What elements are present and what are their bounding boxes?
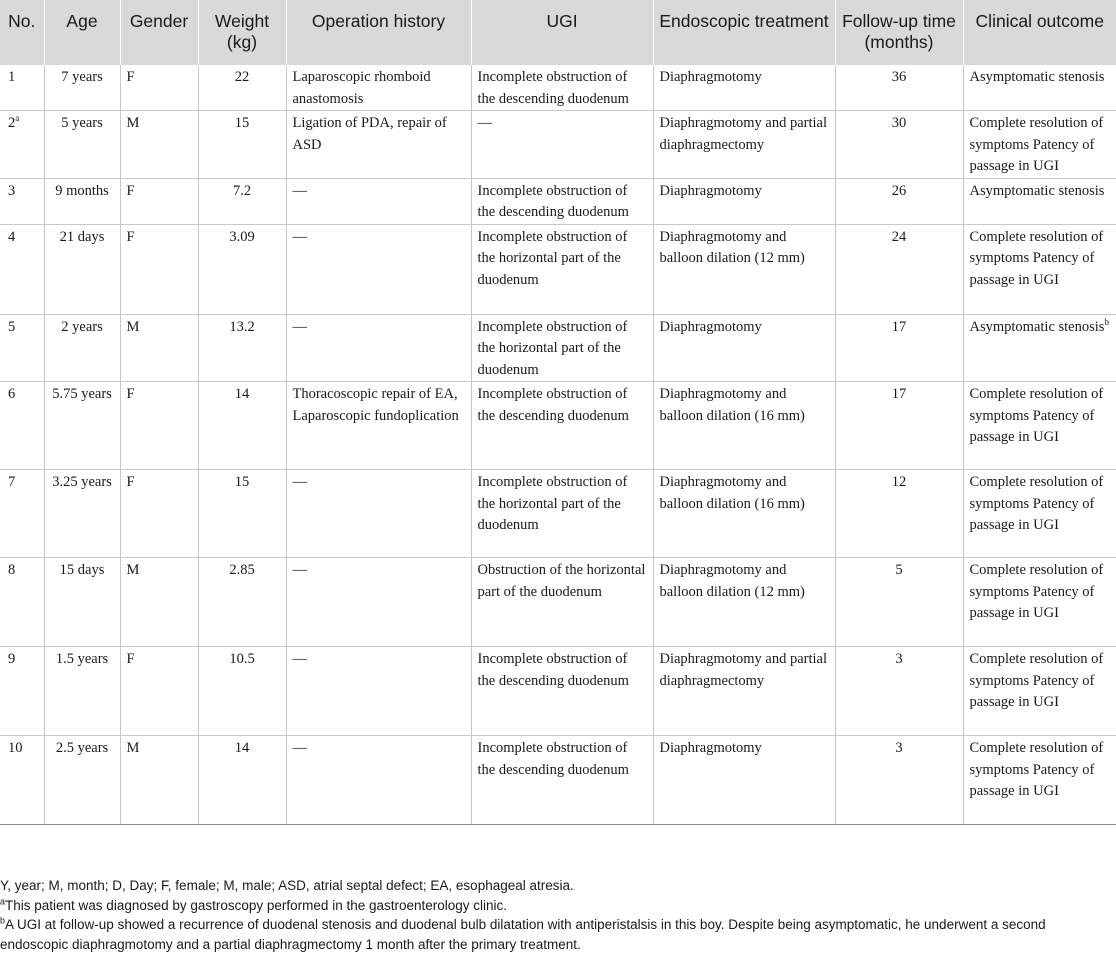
cell-weight-text: 14 xyxy=(234,740,250,756)
footnote-b-text: A UGI at follow-up showed a recurrence of duodenal stenosis and duodenal bulb dilatation with antiperistalsis in this boy. Despite being asymptomatic, he underwent a second endoscopic diaphragmotomy and a partial diaphragmectomy 1 month after the primary treatment. xyxy=(0,917,1046,952)
cell-endoscopic-treatment-text: Diaphragmotomy xyxy=(659,69,762,85)
cell-gender xyxy=(120,558,198,647)
cell-follow-up-time xyxy=(835,65,963,111)
cell-gender-text: M xyxy=(126,115,140,131)
cell-clinical-outcome xyxy=(963,314,1116,382)
cell-ugi xyxy=(471,314,653,382)
cell-operation-history-text: — xyxy=(292,740,307,756)
footnote-a-mark: a xyxy=(0,896,6,906)
cell-weight xyxy=(198,65,286,111)
cell-operation-history xyxy=(286,647,471,736)
cell-ugi xyxy=(471,178,653,224)
cell-operation-history-text: — xyxy=(292,562,307,578)
cell-ugi xyxy=(471,470,653,558)
cell-age xyxy=(44,470,120,558)
cell-clinical-outcome xyxy=(963,470,1116,558)
cell-endoscopic-treatment-text: Diaphragmotomy and partial diaphragmectomy xyxy=(659,651,828,689)
cell-endoscopic-treatment xyxy=(653,65,835,111)
cell-ugi-text: Incomplete obstruction of the horizontal part of the duodenum xyxy=(477,474,628,533)
cell-gender-text: F xyxy=(126,386,135,402)
cell-age xyxy=(44,647,120,736)
cell-endoscopic-treatment xyxy=(653,382,835,470)
cell-endoscopic-treatment xyxy=(653,224,835,314)
cell-follow-up-time xyxy=(835,736,963,825)
cell-operation-history xyxy=(286,470,471,558)
cell-weight xyxy=(198,178,286,224)
cell-endoscopic-treatment xyxy=(653,111,835,179)
header-no: No. xyxy=(0,0,44,65)
cell-no-text: 2 xyxy=(8,115,16,131)
cell-no xyxy=(0,65,44,111)
cell-clinical-outcome xyxy=(963,178,1116,224)
cell-ugi-text: Incomplete obstruction of the descending duodenum xyxy=(477,386,629,424)
cell-gender-text: F xyxy=(126,228,135,245)
cell-follow-up-time xyxy=(835,647,963,736)
cell-ugi-text: — xyxy=(477,115,492,131)
cell-follow-up-time-text: 36 xyxy=(891,69,907,85)
cell-operation-history xyxy=(286,382,471,470)
cell-follow-up-time-text: 26 xyxy=(891,182,907,199)
cell-clinical-outcome-text: Asymptomatic stenosis xyxy=(969,318,1105,335)
cell-follow-up-time xyxy=(835,382,963,470)
cell-no xyxy=(0,647,44,736)
cell-no xyxy=(0,382,44,470)
cell-age xyxy=(44,314,120,382)
cell-clinical-outcome xyxy=(963,558,1116,647)
table-row xyxy=(0,736,1116,825)
cell-ugi-text: Obstruction of the horizontal part of the duodenum xyxy=(477,562,646,600)
cell-gender xyxy=(120,382,198,470)
cell-weight-text: 15 xyxy=(234,474,250,490)
header-ugi: UGI xyxy=(471,0,653,65)
cell-gender-text: M xyxy=(126,318,140,335)
cell-gender xyxy=(120,178,198,224)
cell-weight xyxy=(198,111,286,179)
cell-operation-history xyxy=(286,65,471,111)
cell-gender xyxy=(120,470,198,558)
cell-ugi xyxy=(471,65,653,111)
cell-follow-up-time xyxy=(835,470,963,558)
cell-weight xyxy=(198,314,286,382)
cell-endoscopic-treatment-text: Diaphragmotomy and partial diaphragmectomy xyxy=(659,115,828,153)
table-row xyxy=(0,558,1116,647)
cell-weight-text: 10.5 xyxy=(229,651,255,667)
cell-ugi xyxy=(471,382,653,470)
cell-age-text: 2 years xyxy=(61,318,103,335)
cell-operation-history xyxy=(286,111,471,179)
cell-gender xyxy=(120,736,198,825)
cell-ugi-text: Incomplete obstruction of the horizontal part of the duodenum xyxy=(477,228,628,288)
cell-operation-history-text: — xyxy=(292,318,307,335)
cell-follow-up-time xyxy=(835,178,963,224)
cell-endoscopic-treatment-text: Diaphragmotomy and balloon dilation (16 mm) xyxy=(659,386,805,424)
cell-age xyxy=(44,558,120,647)
cell-age xyxy=(44,65,120,111)
cell-operation-history-text: — xyxy=(292,474,307,490)
cell-no-text: 8 xyxy=(8,562,16,578)
cell-clinical-outcome xyxy=(963,382,1116,470)
cell-operation-history-text: — xyxy=(292,182,307,199)
cell-gender xyxy=(120,647,198,736)
header-follow-up-time: Follow-up time (months) xyxy=(835,0,963,65)
cell-weight xyxy=(198,558,286,647)
cell-clinical-outcome-text: Complete resolution of symptoms Patency of passage in UGI xyxy=(969,386,1104,445)
cell-operation-history-text: — xyxy=(292,651,307,667)
cell-weight xyxy=(198,382,286,470)
cell-no-text: 4 xyxy=(8,228,16,245)
cell-endoscopic-treatment xyxy=(653,558,835,647)
cell-follow-up-time xyxy=(835,224,963,314)
cell-endoscopic-treatment xyxy=(653,178,835,224)
cell-gender xyxy=(120,224,198,314)
cell-endoscopic-treatment xyxy=(653,314,835,382)
header-age: Age xyxy=(44,0,120,65)
cell-operation-history xyxy=(286,736,471,825)
cell-ugi-text: Incomplete obstruction of the descending duodenum xyxy=(477,740,629,778)
cell-age-text: 9 months xyxy=(55,182,109,199)
cell-follow-up-time-text: 30 xyxy=(891,115,907,131)
cell-clinical-outcome-text: Complete resolution of symptoms Patency of passage in UGI xyxy=(969,740,1104,799)
cell-gender-text: F xyxy=(126,182,135,199)
cell-no-text: 7 xyxy=(8,474,16,490)
header-operation-history: Operation history xyxy=(286,0,471,65)
cell-no-text: 3 xyxy=(8,182,16,199)
cell-clinical-outcome xyxy=(963,65,1116,111)
cell-follow-up-time xyxy=(835,111,963,179)
cell-ugi-text: Incomplete obstruction of the descending duodenum xyxy=(477,182,629,220)
footnote-b-mark: b xyxy=(0,915,6,926)
cell-no-text: 5 xyxy=(8,318,16,335)
cell-gender xyxy=(120,65,198,111)
cell-age xyxy=(44,111,120,179)
cell-no xyxy=(0,736,44,825)
cell-age-text: 7 years xyxy=(61,69,103,85)
cell-ugi xyxy=(471,111,653,179)
cell-weight xyxy=(198,736,286,825)
footnote-b xyxy=(0,915,1116,954)
cell-clinical-outcome-text: Complete resolution of symptoms Patency of passage in UGI xyxy=(969,228,1104,288)
cell-follow-up-time-text: 3 xyxy=(895,740,903,756)
cell-weight-text: 7.2 xyxy=(232,182,252,199)
cell-age-text: 15 days xyxy=(59,562,105,578)
footnote-a xyxy=(0,896,1116,916)
cell-no-text: 10 xyxy=(8,740,23,756)
cell-no xyxy=(0,224,44,314)
footnote-a-text: This patient was diagnosed by gastroscopy performed in the gastroenterology clinic. xyxy=(5,897,508,913)
cell-follow-up-time-text: 3 xyxy=(895,651,903,667)
cell-no xyxy=(0,178,44,224)
cell-operation-history xyxy=(286,178,471,224)
cell-ugi xyxy=(471,558,653,647)
table-row xyxy=(0,647,1116,736)
cell-operation-history-text: Laparoscopic rhomboid anastomosis xyxy=(292,69,431,107)
cell-clinical-outcome xyxy=(963,224,1116,314)
cell-age xyxy=(44,178,120,224)
table-row xyxy=(0,224,1116,314)
cell-endoscopic-treatment-text: Diaphragmotomy and balloon dilation (16 mm) xyxy=(659,474,805,512)
table-body xyxy=(0,65,1116,825)
cell-gender-text: M xyxy=(126,740,140,756)
cell-endoscopic-treatment-text: Diaphragmotomy xyxy=(659,318,762,335)
cell-weight-text: 2.85 xyxy=(229,562,255,578)
cell-weight-text: 14 xyxy=(234,386,250,402)
cell-ugi xyxy=(471,224,653,314)
cell-age-text: 21 days xyxy=(59,228,105,245)
cell-no-footnote-mark: a xyxy=(15,113,20,124)
cell-clinical-outcome-text: Complete resolution of symptoms Patency of passage in UGI xyxy=(969,651,1104,710)
cell-operation-history xyxy=(286,558,471,647)
cell-clinical-outcome xyxy=(963,647,1116,736)
header-gender: Gender xyxy=(120,0,198,65)
cell-weight-text: 13.2 xyxy=(229,318,255,335)
cell-gender-text: F xyxy=(126,651,135,667)
cell-age-text: 3.25 years xyxy=(52,474,112,490)
footnote-abbreviations: Y, year; M, month; D, Day; F, female; M, male; ASD, atrial septal defect; EA, esophageal atresia. xyxy=(0,878,574,893)
cell-no-text: 6 xyxy=(8,386,16,402)
cell-no xyxy=(0,470,44,558)
header-row xyxy=(0,0,1116,65)
cell-weight xyxy=(198,647,286,736)
cell-endoscopic-treatment-text: Diaphragmotomy and balloon dilation (12 mm) xyxy=(659,562,805,600)
cell-ugi xyxy=(471,647,653,736)
cell-age xyxy=(44,736,120,825)
cell-ugi-text: Incomplete obstruction of the horizontal part of the duodenum xyxy=(477,318,628,378)
header-endoscopic-treatment: Endoscopic treatment xyxy=(653,0,835,65)
cell-no-text: 9 xyxy=(8,651,16,667)
table-row xyxy=(0,314,1116,382)
cell-endoscopic-treatment xyxy=(653,736,835,825)
cell-ugi xyxy=(471,736,653,825)
cell-follow-up-time xyxy=(835,314,963,382)
cell-no xyxy=(0,558,44,647)
cell-endoscopic-treatment-text: Diaphragmotomy xyxy=(659,740,762,756)
cell-age-text: 5 years xyxy=(61,115,103,131)
table-row xyxy=(0,470,1116,558)
cell-clinical-outcome-text: Complete resolution of symptoms Patency of passage in UGI xyxy=(969,115,1104,174)
header-weight: Weight (kg) xyxy=(198,0,286,65)
table-row xyxy=(0,65,1116,111)
cell-no xyxy=(0,111,44,179)
cell-clinical-outcome xyxy=(963,736,1116,825)
cell-follow-up-time-text: 17 xyxy=(891,318,907,335)
cell-no-text: 1 xyxy=(8,69,16,85)
cell-age xyxy=(44,382,120,470)
cell-clinical-outcome-text: Complete resolution of symptoms Patency of passage in UGI xyxy=(969,562,1104,621)
cell-clinical-outcome-text: Asymptomatic stenosis xyxy=(969,182,1105,199)
cell-ugi-text: Incomplete obstruction of the descending duodenum xyxy=(477,651,629,689)
cell-operation-history-text: Ligation of PDA, repair of ASD xyxy=(292,115,447,153)
cell-gender xyxy=(120,314,198,382)
cell-age-text: 2.5 years xyxy=(55,740,109,756)
cell-age-text: 1.5 years xyxy=(55,651,109,667)
cell-endoscopic-treatment xyxy=(653,647,835,736)
cell-ugi-text: Incomplete obstruction of the descending duodenum xyxy=(477,69,629,107)
cell-endoscopic-treatment-text: Diaphragmotomy xyxy=(659,182,762,199)
cell-endoscopic-treatment-text: Diaphragmotomy and balloon dilation (12 mm) xyxy=(659,228,805,266)
cell-gender-text: F xyxy=(126,474,135,490)
cell-clinical-outcome-text: Asymptomatic stenosis xyxy=(969,69,1105,85)
cell-follow-up-time-text: 17 xyxy=(891,386,907,402)
cell-clinical-outcome xyxy=(963,111,1116,179)
cell-follow-up-time xyxy=(835,558,963,647)
table-row xyxy=(0,111,1116,179)
cell-clinical-outcome-text: Complete resolution of symptoms Patency of passage in UGI xyxy=(969,474,1104,533)
table-row xyxy=(0,382,1116,470)
cell-operation-history xyxy=(286,314,471,382)
table-footnotes xyxy=(0,876,1116,954)
cell-weight-text: 15 xyxy=(234,115,250,131)
header-clinical-outcome: Clinical outcome xyxy=(963,0,1116,65)
cell-follow-up-time-text: 5 xyxy=(895,562,903,578)
cell-endoscopic-treatment xyxy=(653,470,835,558)
cell-gender-text: M xyxy=(126,562,140,578)
cell-follow-up-time-text: 24 xyxy=(891,228,907,245)
cell-clinical-outcome-footnote-mark: b xyxy=(1104,316,1109,327)
cell-weight xyxy=(198,470,286,558)
cell-operation-history-text: — xyxy=(292,228,307,245)
cell-weight-text: 3.09 xyxy=(229,228,255,245)
table-row xyxy=(0,178,1116,224)
cell-gender-text: F xyxy=(126,69,135,85)
cell-operation-history-text: Thoracoscopic repair of EA, Laparoscopic fundoplication xyxy=(292,386,459,424)
cell-weight xyxy=(198,224,286,314)
cell-no xyxy=(0,314,44,382)
cell-follow-up-time-text: 12 xyxy=(891,474,907,490)
cell-age xyxy=(44,224,120,314)
cell-gender xyxy=(120,111,198,179)
cell-operation-history xyxy=(286,224,471,314)
cell-weight-text: 22 xyxy=(234,69,250,85)
cell-age-text: 5.75 years xyxy=(52,386,112,402)
